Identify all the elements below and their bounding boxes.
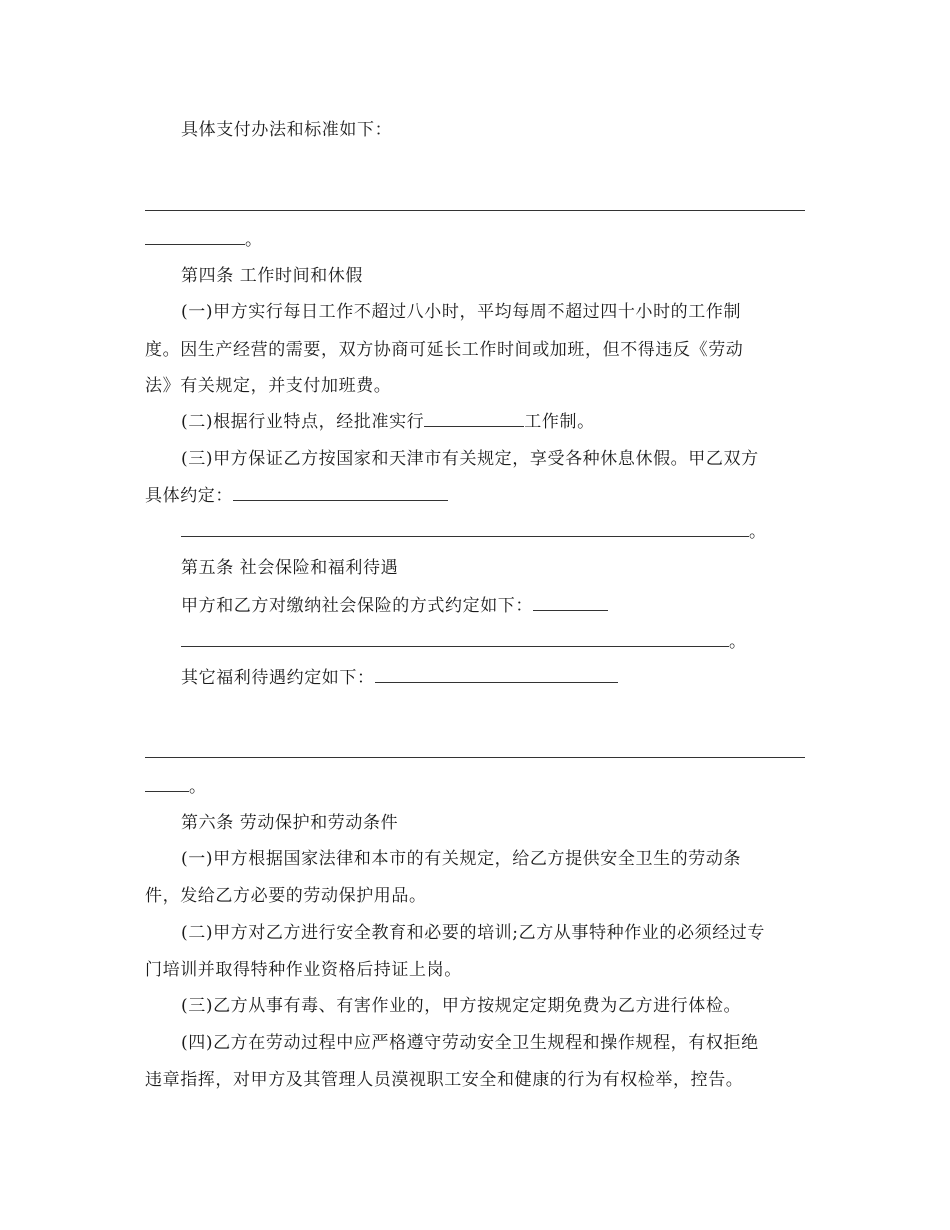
- art6-para1-line1: (一)甲方根据国家法律和本市的有关规定，给乙方提供安全卫生的劳动条: [181, 849, 742, 869]
- art6-para2-line2: 门培训并取得特种作业资格后持证上岗。: [145, 960, 462, 980]
- blank-line-end: 。: [181, 630, 747, 654]
- art6-para4-line2: 违章指挥，对甲方及其管理人员漠视职工安全和健康的行为有权检举，控告。: [145, 1070, 744, 1090]
- art4-para2: (二)根据行业特点，经批准实行 工作制。: [181, 412, 595, 432]
- art4-para1-line2: 度。因生产经营的需要，双方协商可延长工作时间或加班，但不得违反《劳动: [145, 340, 744, 360]
- article-6-title: 第六条 劳动保护和劳动条件: [181, 813, 399, 833]
- art6-para2-line1: (二)甲方对乙方进行安全教育和必要的培训;乙方从事特种作业的必须经过专: [181, 923, 765, 943]
- blank: [181, 630, 729, 647]
- blank-line-end: [145, 228, 263, 252]
- art4-para3-line1: (三)甲方保证乙方按国家和天津市有关规定，享受各种休息休假。甲乙双方: [181, 449, 759, 469]
- blank-line: [145, 757, 805, 758]
- art5-para1: 甲方和乙方对缴纳社会保险的方式约定如下：: [181, 594, 608, 618]
- art6-para4-line1: (四)乙方在劳动过程中应严格遵守劳动安全卫生规程和操作规程，有权拒绝: [181, 1033, 759, 1053]
- article-5-title: 第五条 社会保险和福利待遇: [181, 558, 399, 578]
- period: 。: [245, 230, 263, 250]
- blank: [424, 410, 524, 427]
- blank: [145, 775, 189, 792]
- art4-para1-line3: 法》有关规定，并支付加班费。: [145, 376, 392, 396]
- blank: [375, 666, 618, 683]
- art6-para1-line2: 件，发给乙方必要的劳动保护用品。: [145, 886, 427, 906]
- blank: [145, 228, 245, 245]
- payment-intro: 具体支付办法和标准如下：: [181, 120, 393, 140]
- article-4-title: 第四条 工作时间和休假: [181, 266, 364, 286]
- art4-para1-line1: (一)甲方实行每日工作不超过八小时，平均每周不超过四十小时的工作制: [181, 302, 742, 322]
- art4-para3-line2: 具体约定：: [145, 484, 448, 508]
- blank-line-end: 。: [145, 775, 207, 799]
- blank: [181, 520, 749, 537]
- art6-para3: (三)乙方从事有毒、有害作业的，甲方按规定定期免费为乙方进行体检。: [181, 996, 742, 1016]
- blank: [533, 594, 608, 611]
- blank: [233, 484, 448, 501]
- blank-line: [145, 210, 805, 211]
- blank-line-end: 。: [181, 520, 767, 544]
- art5-para2: 其它福利待遇约定如下：: [181, 666, 618, 690]
